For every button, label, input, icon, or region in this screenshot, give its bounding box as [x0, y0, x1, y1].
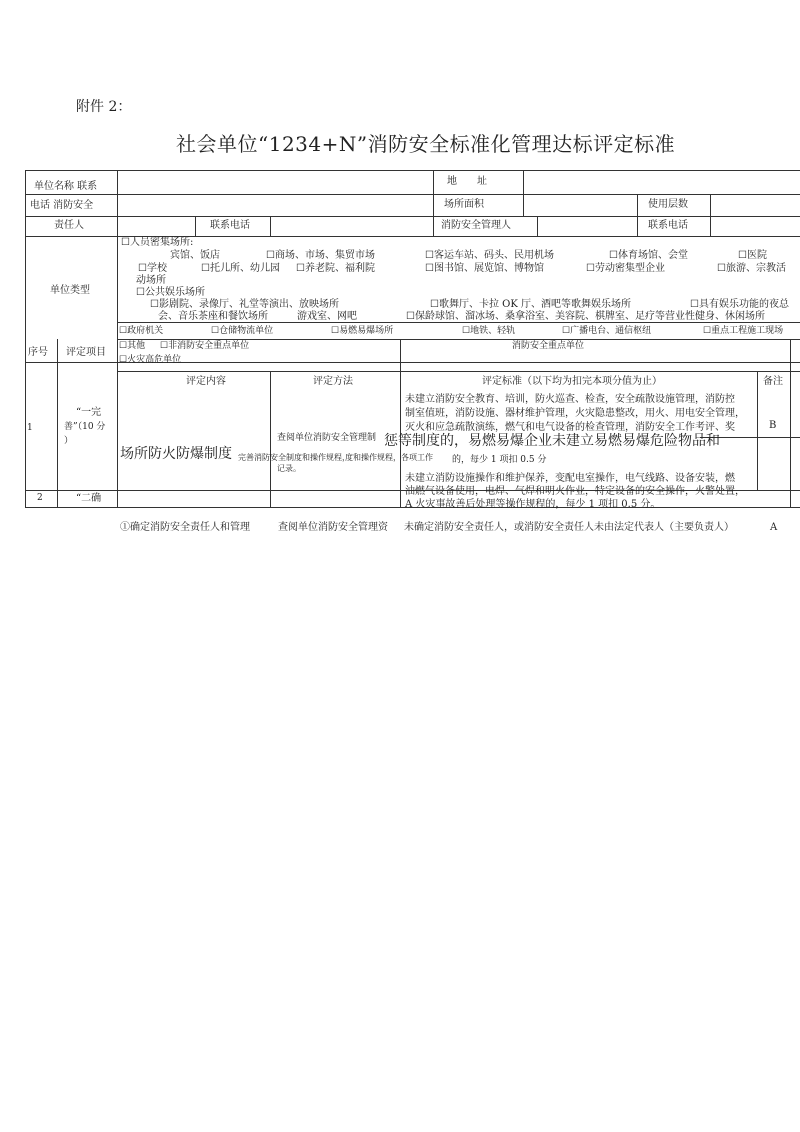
safety-manager-label: 消防安全管理人 — [441, 220, 511, 231]
site-area-label: 场所面积 — [444, 199, 484, 210]
checkbox-library[interactable]: ☐图书馆、展览馆、博物馆 — [425, 263, 544, 274]
content-header: 评定内容 — [186, 376, 226, 387]
row1-method-small: 度和操作规程，各项工作 — [345, 453, 433, 462]
address-label: 地 址 — [447, 176, 487, 187]
row1-item-line1: “一完 — [76, 407, 102, 418]
type-game-room: 游戏室、网吧 — [297, 311, 357, 322]
row1-remark: B — [769, 420, 777, 431]
checkbox-hospital[interactable]: ☐医院 — [738, 250, 767, 261]
row1-content: 场所防火防爆制度 — [120, 446, 232, 462]
checkbox-non-key[interactable]: ☐非消防安全重点单位 — [160, 341, 250, 351]
type-hotel: 宾馆、饭店 — [170, 250, 220, 261]
row1-method: 查阅单位消防安全管理制 — [277, 433, 377, 443]
checkbox-passenger-station[interactable]: ☐客运车站、码头、民用机场 — [425, 250, 554, 261]
unit-name-label: 单位名称 联系 — [34, 181, 98, 192]
row1-seq: 1 — [27, 423, 33, 433]
checkbox-school[interactable]: ☐学校 — [138, 263, 167, 274]
row1-item-line2: 善”（10 分 — [64, 422, 106, 432]
responsible-label: 责任人 — [54, 220, 84, 231]
checkbox-construction[interactable]: ☐重点工程施工现场 — [703, 326, 784, 336]
footer-method: 查阅单位消防安全管理资 — [278, 522, 388, 533]
row1-standard-line1: 未建立消防安全教育、培训，防火巡查、检查，安全疏散设施管理，消防控 — [405, 394, 735, 405]
checkbox-subway[interactable]: ☐地铁、轻轨 — [462, 326, 516, 336]
checkbox-warehouse[interactable]: ☐仓储物流单位 — [211, 326, 274, 336]
row1-standard2-line2: 油燃气设备使用，电焊、气焊和明火作业，特定设备的安全操作，火警处置， — [405, 486, 745, 497]
row1-standard2-line1: 未建立消防设施操作和维护保养，变配电室操作，电气线路、设备安装，燃 — [405, 473, 735, 484]
checkbox-crowded-places[interactable]: ☐人员密集场所: — [121, 237, 194, 248]
key-unit-label: 消防安全重点单位 — [512, 341, 585, 351]
seq-header: 序号 — [28, 347, 48, 358]
type-tourism-cont: 动场所 — [136, 275, 166, 286]
footer-remark: A — [770, 522, 778, 533]
row2-seq: 2 — [37, 493, 43, 503]
checkbox-nursing-home[interactable]: ☐养老院、福利院 — [296, 263, 375, 274]
checkbox-stadium[interactable]: ☐体育场馆、会堂 — [609, 250, 688, 261]
row1-standard-line2: 制室值班，消防设施、器材维护管理，火灾隐患整改，用火、用电安全管理， — [405, 408, 745, 419]
checkbox-broadcast[interactable]: ☐广播电台、通信枢纽 — [562, 326, 652, 336]
checkbox-nightclub[interactable]: ☐具有娱乐功能的夜总 — [690, 299, 789, 310]
checkbox-bowling[interactable]: ☐保龄球馆、溜冰场、桑拿浴室、美容院、棋牌室、足疗等营业性健身、休闲场所 — [406, 311, 765, 322]
row1-standard2-line3: A 火灾事故善后处理等操作规程的，每少 1 项扣 0.5 分。 — [405, 499, 661, 510]
method-header: 评定方法 — [313, 376, 353, 387]
document-title: 社会单位“1234+N”消防安全标准化管理达标评定标准 — [176, 132, 676, 156]
checkbox-labor-intensive[interactable]: ☐劳动密集型企业 — [586, 263, 665, 274]
row1-method-small2: 记录。 — [277, 464, 301, 473]
floors-label: 使用层数 — [648, 199, 688, 210]
footer-standard: 未确定消防安全责任人，或消防安全责任人未由法定代表人（主要负责人） — [404, 522, 734, 533]
attachment-label: 附件 2： — [76, 99, 132, 115]
contact-phone-label: 联系电话 — [210, 220, 250, 231]
contact-phone-label-2: 联系电话 — [648, 220, 688, 231]
checkbox-cinema[interactable]: ☐影剧院、录像厅、礼堂等演出、放映场所 — [150, 299, 339, 310]
row1-item-line3: ） — [64, 436, 74, 446]
type-nightclub-cont: 会、音乐茶座和餐饮场所 — [158, 311, 268, 322]
unit-type-label: 单位类型 — [50, 285, 90, 296]
checkbox-mall[interactable]: ☐商场、市场、集贸市场 — [266, 250, 375, 261]
standard-header: 评定标准（以下均为扣完本项分值为止） — [482, 376, 662, 387]
row1-standard-deduct: 的，每少 1 项扣 0.5 分 — [452, 455, 547, 465]
checkbox-other[interactable]: ☐其他 — [119, 341, 146, 351]
row1-standard-overlay: 惩等制度的，易燃易爆企业未建立易燃易爆危险物品和 — [384, 433, 720, 449]
row2-item: “二确 — [76, 493, 102, 504]
remark-header: 备注 — [763, 376, 783, 387]
footer-content: ①确定消防安全责任人和管理 — [120, 522, 250, 533]
checkbox-tourism[interactable]: ☐旅游、宗教活 — [717, 263, 786, 274]
checkbox-flammable[interactable]: ☐易燃易爆场所 — [331, 326, 394, 336]
checkbox-kindergarten[interactable]: ☐托儿所、幼儿园 — [201, 263, 280, 274]
checkbox-entertainment[interactable]: ☐公共娱乐场所 — [136, 287, 205, 298]
row1-content-small: 完善消防安全制度和操作规程， — [238, 453, 350, 462]
checkbox-dance-hall[interactable]: ☐歌舞厅、卡拉 OK 厅、酒吧等歌舞娱乐场所 — [430, 299, 631, 310]
phone-label: 电话 消防安全 — [30, 200, 94, 211]
row1-standard-line3: 灭火和应急疏散演练，燃气和电气设备的检查管理，消防安全工作考评、奖 — [405, 422, 735, 433]
checkbox-high-fire-risk[interactable]: ☐火灾高危单位 — [119, 355, 182, 365]
checkbox-gov[interactable]: ☐政府机关 — [119, 326, 164, 336]
item-header: 评定项目 — [66, 347, 106, 358]
